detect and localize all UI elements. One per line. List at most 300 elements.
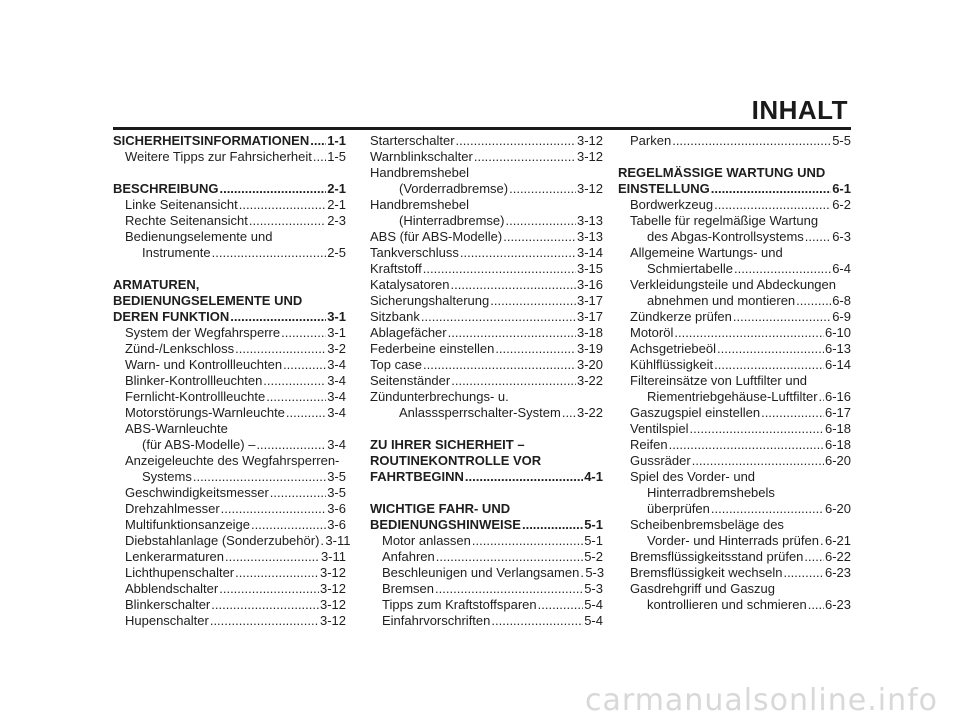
toc-entry[interactable]	[370, 341, 603, 357]
toc-leader-dots	[503, 229, 576, 245]
toc-leader-dots	[249, 213, 326, 229]
toc-entry-title: überprüfen	[647, 501, 710, 516]
page-title: INHALT	[751, 95, 848, 125]
toc-page-number: 3-11	[320, 549, 346, 564]
toc-entry-title: Multifunktionsanzeige	[125, 517, 251, 532]
toc-page-number: 6-13	[824, 341, 851, 356]
toc-page-number: 3-22	[576, 405, 603, 420]
toc-entry[interactable]	[370, 405, 603, 421]
toc-page-number: 3-11	[325, 533, 351, 548]
toc-entry-title: Sitzbank	[370, 309, 420, 324]
toc-entry-title: ABS-Warnleuchte	[125, 421, 228, 436]
toc-page-number: 5-4	[584, 613, 603, 628]
toc-page-number: 5-1	[584, 517, 603, 532]
toc-leader-dots	[219, 581, 319, 597]
toc-entry-title: Motoröl	[630, 325, 674, 340]
toc-page-number: 3-4	[327, 373, 346, 388]
toc-column-3	[618, 133, 851, 613]
toc-page-number: 3-17	[576, 293, 603, 308]
toc-page-number: 3-12	[319, 613, 346, 628]
toc-page-number: 3-4	[327, 357, 346, 372]
toc-column-2	[370, 133, 603, 629]
toc-entry[interactable]	[113, 405, 346, 421]
toc-section-heading[interactable]	[113, 181, 346, 197]
toc-entry-title: Sicherungshalterung	[370, 293, 490, 308]
toc-entry[interactable]	[618, 565, 851, 581]
toc-entry-title: Warnblinkschalter	[370, 149, 473, 164]
toc-entry[interactable]	[370, 213, 603, 229]
toc-entry-title: Zündkerze prüfen	[630, 309, 732, 324]
toc-entry-title: Drehzahlmesser	[125, 501, 220, 516]
toc-entry-title: Katalysatoren	[370, 277, 450, 292]
toc-page-number: 2-3	[327, 213, 346, 228]
toc-entry[interactable]	[370, 325, 603, 341]
toc-page-number: 6-21	[824, 533, 852, 548]
toc-entry-title: Anfahren	[382, 549, 435, 564]
toc-entry-title: Rechte Seitenansicht	[125, 213, 248, 228]
toc-page-number: 6-17	[824, 405, 851, 420]
toc-entry-title: Blinkerschalter	[125, 597, 211, 612]
toc-leader-dots	[283, 357, 326, 373]
toc-leader-dots	[783, 565, 824, 581]
toc-page-number: 2-5	[327, 245, 346, 260]
toc-page-number: 3-16	[576, 277, 603, 292]
toc-leader-dots	[761, 405, 824, 421]
toc-leader-dots	[562, 405, 576, 421]
toc-page-number: 6-20	[824, 453, 851, 468]
toc-page-number: 3-5	[327, 469, 346, 484]
toc-page-number: 5-4	[584, 597, 603, 612]
toc-leader-dots	[423, 357, 576, 373]
toc-entry-title: Fernlicht-Kontrollleuchte	[125, 389, 266, 404]
toc-entry-title: Handbremshebel	[370, 197, 470, 212]
toc-entry[interactable]	[370, 277, 603, 293]
toc-entry[interactable]	[370, 293, 603, 309]
watermark: carmanualsonline.info	[585, 683, 938, 718]
toc-spacer	[113, 261, 346, 277]
toc-entry-title: ARMATUREN,	[113, 277, 200, 292]
toc-entry[interactable]	[113, 469, 346, 485]
toc-entry[interactable]	[618, 549, 851, 565]
toc-entry[interactable]	[113, 581, 346, 597]
toc-leader-dots	[266, 389, 326, 405]
title-rule	[113, 127, 851, 130]
toc-entry-title: Tipps zum Kraftstoffsparen	[382, 597, 537, 612]
toc-entry-title: Riementriebgehäuse-Luftfilter	[647, 389, 818, 404]
toc-entry[interactable]	[113, 565, 346, 581]
toc-entry-title: Instrumente	[142, 245, 211, 260]
toc-entry-title: Warn- und Kontrollleuchten	[125, 357, 283, 372]
toc-page-number: 3-20	[576, 357, 603, 372]
toc-entry[interactable]	[113, 485, 346, 501]
toc-entry	[618, 213, 851, 229]
toc-entry	[618, 373, 851, 389]
toc-entry[interactable]	[618, 357, 851, 373]
toc-entry-title: Zündunterbrechungs- u.	[370, 389, 509, 404]
toc-entry[interactable]	[370, 229, 603, 245]
toc-entry-title: Federbeine einstellen	[370, 341, 495, 356]
toc-page-number: 3-4	[327, 389, 346, 404]
toc-spacer	[370, 485, 603, 501]
toc-entry-title: Top case	[370, 357, 423, 372]
toc-entry[interactable]	[370, 613, 603, 629]
toc-entry[interactable]	[113, 373, 346, 389]
toc-leader-dots	[711, 181, 831, 197]
toc-entry[interactable]	[113, 613, 346, 629]
toc-leader-dots	[796, 293, 831, 309]
toc-leader-dots	[239, 197, 326, 213]
toc-leader-dots	[456, 133, 576, 149]
toc-entry-title: System der Wegfahrsperre	[125, 325, 281, 340]
toc-page-number: 3-18	[576, 325, 603, 340]
toc-leader-dots	[734, 261, 831, 277]
toc-entry[interactable]	[113, 389, 346, 405]
toc-entry-title: Seitenständer	[370, 373, 451, 388]
toc-page-number: 6-4	[832, 261, 851, 276]
toc-leader-dots	[270, 485, 326, 501]
toc-entry-title: Motor anlassen	[382, 533, 471, 548]
toc-entry-title: Hupenschalter	[125, 613, 209, 628]
toc-leader-dots	[423, 261, 576, 277]
toc-entry-title: Gasdrehgriff und Gaszug	[630, 581, 776, 596]
toc-page-number: 6-10	[824, 325, 851, 340]
toc-entry[interactable]	[618, 341, 851, 357]
toc-entry-title: Beschleunigen und Verlangsamen	[382, 565, 580, 580]
toc-entry[interactable]	[618, 597, 851, 613]
toc-entry	[370, 389, 603, 405]
toc-entry-title: (für ABS-Modelle) –	[142, 437, 256, 452]
toc-page-number: 6-14	[824, 357, 851, 372]
toc-entry[interactable]	[618, 309, 851, 325]
toc-entry	[618, 245, 851, 261]
toc-entry-title: Ventilspiel	[630, 421, 689, 436]
toc-entry-title: Gussräder	[630, 453, 691, 468]
toc-entry-title: Verkleidungsteile und Abdeckungen	[630, 277, 836, 292]
toc-entry-title: abnehmen und montieren	[647, 293, 796, 308]
toc-leader-dots	[193, 469, 326, 485]
toc-leader-dots	[805, 229, 831, 245]
toc-entry[interactable]	[618, 261, 851, 277]
toc-page-number: 3-4	[327, 405, 346, 420]
toc-page-number: 3-12	[576, 149, 603, 164]
toc-leader-dots	[221, 501, 327, 517]
toc-leader-dots	[465, 469, 583, 485]
toc-entry[interactable]	[618, 533, 851, 549]
toc-page-number: 3-15	[576, 261, 603, 276]
toc-entry-title: (Hinterradbremse)	[399, 213, 505, 228]
toc-entry[interactable]	[113, 213, 346, 229]
toc-entry-title: Vorder- und Hinterrads prüfen	[647, 533, 819, 548]
toc-entry[interactable]	[618, 501, 851, 517]
toc-entry[interactable]	[113, 549, 346, 565]
toc-page-number: 3-6	[327, 517, 346, 532]
toc-entry[interactable]	[370, 357, 603, 373]
toc-entry-title: Anzeigeleuchte des Wegfahrsperren-	[125, 453, 340, 468]
toc-leader-dots	[672, 133, 831, 149]
toc-leader-dots	[310, 133, 326, 149]
toc-entry	[618, 485, 851, 501]
toc-page-number: 5-2	[584, 549, 603, 564]
toc-entry[interactable]	[370, 309, 603, 325]
toc-leader-dots	[819, 389, 824, 405]
toc-entry[interactable]	[618, 293, 851, 309]
toc-entry[interactable]	[618, 133, 851, 149]
toc-entry-title: Anlasssperrschalter-System	[399, 405, 561, 420]
toc-entry-title: Tankverschluss	[370, 245, 459, 260]
toc-page-number: 3-5	[327, 485, 346, 500]
toc-page-number: 5-5	[832, 133, 851, 148]
toc-leader-dots	[235, 341, 326, 357]
toc-page-number: 3-2	[327, 341, 346, 356]
toc-entry-title: Diebstahlanlage (Sonderzubehör)	[125, 533, 320, 548]
toc-page-number: 6-3	[832, 229, 851, 244]
toc-leader-dots	[472, 533, 583, 549]
toc-entry-title: Blinker-Kontrollleuchten	[125, 373, 263, 388]
toc-leader-dots	[263, 373, 326, 389]
toc-page-number: 3-13	[576, 229, 603, 244]
toc-entry[interactable]	[618, 437, 851, 453]
toc-page-number: 3-19	[576, 341, 603, 356]
toc-leader-dots	[674, 325, 824, 341]
toc-entry[interactable]	[618, 405, 851, 421]
toc-leader-dots	[692, 453, 824, 469]
toc-page-number: 6-20	[824, 501, 851, 516]
toc-entry[interactable]	[113, 197, 346, 213]
toc-page-number: 4-1	[584, 469, 603, 484]
toc-entry-title: Weitere Tipps zur Fahrsicherheit	[125, 149, 312, 164]
toc-entry-title: Filtereinsätze von Luftfilter und	[630, 373, 808, 388]
toc-leader-dots	[230, 309, 326, 325]
toc-page-number: 3-17	[576, 309, 603, 324]
toc-section-heading[interactable]	[113, 309, 346, 325]
toc-entry-title: REGELMÄSSIGE WARTUNG UND	[618, 165, 826, 180]
toc-entry[interactable]	[370, 245, 603, 261]
toc-entry-title: Geschwindigkeitsmesser	[125, 485, 269, 500]
toc-spacer	[370, 421, 603, 437]
toc-section-heading	[370, 437, 603, 453]
toc-entry-title: BEDIENUNGSELEMENTE UND	[113, 293, 303, 308]
toc-section-heading[interactable]	[370, 469, 603, 485]
toc-page-number: 6-23	[824, 565, 851, 580]
toc-leader-dots	[451, 277, 576, 293]
toc-leader-dots	[211, 597, 319, 613]
toc-entry[interactable]	[113, 357, 346, 373]
toc-entry-title: des Abgas-Kontrollsystems	[647, 229, 804, 244]
toc-entry[interactable]	[618, 389, 851, 405]
toc-entry	[618, 277, 851, 293]
toc-page-number: 6-2	[832, 197, 851, 212]
toc-section-heading	[113, 293, 346, 309]
toc-entry-title: Kühlflüssigkeit	[630, 357, 714, 372]
toc-page-number: 3-12	[319, 581, 346, 596]
toc-leader-dots	[509, 181, 576, 197]
toc-page-number: 6-9	[832, 309, 851, 324]
toc-entry-title: Achsgetriebeöl	[630, 341, 716, 356]
toc-section-heading[interactable]	[370, 517, 603, 533]
toc-leader-dots	[235, 565, 319, 581]
toc-entry-title: Bremsen	[382, 581, 435, 596]
toc-entry[interactable]	[618, 421, 851, 437]
toc-entry-title: Parken	[630, 133, 672, 148]
toc-page-number: 5-3	[585, 565, 605, 580]
toc-entry-title: BESCHREIBUNG	[113, 181, 219, 196]
toc-leader-dots	[320, 533, 324, 549]
toc-leader-dots	[251, 517, 326, 533]
toc-entry-title: WICHTIGE FAHR- UND	[370, 501, 511, 516]
toc-entry-title: EINSTELLUNG	[618, 181, 710, 196]
toc-page-number: 3-13	[576, 213, 603, 228]
toc-entry-title: Schmiertabelle	[647, 261, 733, 276]
toc-entry[interactable]	[618, 197, 851, 213]
toc-entry	[618, 581, 851, 597]
toc-page-number: 3-12	[319, 565, 346, 580]
toc-entry-title: Allgemeine Wartungs- und	[630, 245, 783, 260]
toc-entry-title: Linke Seitenansicht	[125, 197, 238, 212]
toc-entry	[370, 197, 603, 213]
toc-entry[interactable]	[113, 597, 346, 613]
toc-leader-dots	[256, 437, 326, 453]
toc-leader-dots	[460, 245, 576, 261]
toc-section-heading	[370, 501, 603, 517]
toc-section-heading[interactable]	[113, 133, 346, 149]
toc-leader-dots	[505, 213, 575, 229]
toc-entry-title: Lenkerarmaturen	[125, 549, 224, 564]
toc-page-number: 3-12	[319, 597, 346, 612]
toc-entry-title: Lichthupenschalter	[125, 565, 235, 580]
toc-leader-dots	[490, 293, 576, 309]
toc-entry[interactable]	[113, 533, 351, 549]
toc-page-number: 2-1	[327, 197, 346, 212]
toc-entry-title: Hinterradbremshebels	[647, 485, 775, 500]
toc-entry[interactable]	[113, 517, 346, 533]
toc-leader-dots	[286, 405, 326, 421]
toc-entry[interactable]	[370, 597, 603, 613]
toc-entry-title: Gaszugspiel einstellen	[630, 405, 761, 420]
toc-page-number: 6-8	[832, 293, 851, 308]
toc-leader-dots	[210, 613, 319, 629]
toc-leader-dots	[421, 309, 576, 325]
toc-entry	[113, 229, 346, 245]
toc-entry-title: Spiel des Vorder- und	[630, 469, 756, 484]
toc-leader-dots	[717, 341, 824, 357]
toc-spacer	[618, 149, 851, 165]
toc-leader-dots	[495, 341, 576, 357]
toc-entry[interactable]	[113, 245, 346, 261]
toc-entry[interactable]	[618, 229, 851, 245]
toc-entry[interactable]	[618, 453, 851, 469]
toc-entry[interactable]	[370, 549, 603, 565]
toc-page-number: 3-12	[576, 133, 603, 148]
toc-entry[interactable]	[370, 149, 603, 165]
toc-entry-title: Systems	[142, 469, 192, 484]
toc-entry-title: (Vorderradbremse)	[399, 181, 509, 196]
toc-section-heading[interactable]	[618, 181, 851, 197]
toc-entry-title: Abblendschalter	[125, 581, 219, 596]
toc-entry-title: kontrollieren und schmieren	[647, 597, 807, 612]
toc-entry[interactable]	[370, 565, 603, 581]
toc-entry-title: Bremsflüssigkeitsstand prüfen	[630, 549, 804, 564]
toc-page-number: 1-5	[327, 149, 346, 164]
toc-page-number: 6-22	[824, 549, 851, 564]
toc-leader-dots	[733, 309, 831, 325]
toc-leader-dots	[436, 549, 583, 565]
toc-entry-title: BEDIENUNGSHINWEISE	[370, 517, 521, 532]
toc-entry[interactable]	[370, 373, 603, 389]
toc-leader-dots	[580, 565, 584, 581]
toc-entry-title: Kraftstoff	[370, 261, 422, 276]
toc-page-number: 6-16	[824, 389, 851, 404]
toc-entry[interactable]	[113, 501, 346, 517]
toc-page-number: 6-1	[832, 181, 851, 196]
toc-entry[interactable]	[113, 437, 346, 453]
toc-entry[interactable]	[370, 533, 603, 549]
toc-page-number: 3-1	[327, 325, 346, 340]
toc-entry-title: Einfahrvorschriften	[382, 613, 491, 628]
toc-entry[interactable]	[618, 325, 851, 341]
toc-entry-title: ROUTINEKONTROLLE VOR	[370, 453, 542, 468]
toc-leader-dots	[313, 149, 326, 165]
toc-leader-dots	[711, 501, 824, 517]
toc-leader-dots	[820, 533, 824, 549]
toc-entry-title: Reifen	[630, 437, 668, 452]
toc-page-number: 5-3	[584, 581, 603, 596]
toc-entry[interactable]	[370, 581, 603, 597]
toc-page-number: 6-18	[824, 437, 851, 452]
toc-page-number: 2-1	[327, 181, 346, 196]
toc-entry[interactable]	[370, 133, 603, 149]
toc-leader-dots	[451, 373, 576, 389]
toc-column-1	[113, 133, 351, 629]
toc-entry-title: Bordwerkzeug	[630, 197, 714, 212]
toc-page-number: 1-1	[327, 133, 346, 148]
toc-entry-title: Tabelle für regelmäßige Wartung	[630, 213, 819, 228]
toc-page-number: 3-1	[327, 309, 346, 324]
toc-entry-title: FAHRTBEGINN	[370, 469, 464, 484]
toc-entry-title: Scheibenbremsbeläge des	[630, 517, 784, 532]
toc-entry-title: Handbremshebel	[370, 165, 470, 180]
toc-leader-dots	[212, 245, 327, 261]
toc-page-number: 3-12	[576, 181, 603, 196]
toc-entry	[618, 517, 851, 533]
toc-page-number: 3-6	[327, 501, 346, 516]
toc-entry-title: ZU IHRER SICHERHEIT –	[370, 437, 525, 452]
toc-page-number: 3-22	[576, 373, 603, 388]
toc-leader-dots	[804, 549, 824, 565]
toc-entry[interactable]	[370, 261, 603, 277]
toc-entry[interactable]	[370, 181, 603, 197]
toc-entry[interactable]	[113, 325, 346, 341]
toc-leader-dots	[714, 197, 831, 213]
toc-page-number: 6-18	[824, 421, 851, 436]
toc-entry-title: Bremsflüssigkeit wechseln	[630, 565, 783, 580]
toc-leader-dots	[448, 325, 576, 341]
toc-entry	[618, 469, 851, 485]
toc-entry[interactable]	[113, 341, 346, 357]
toc-leader-dots	[690, 421, 824, 437]
toc-entry-title: DEREN FUNKTION	[113, 309, 230, 324]
toc-entry	[370, 165, 603, 181]
toc-entry-title: Motorstörungs-Warnleuchte	[125, 405, 285, 420]
toc-entry-title: Starterschalter	[370, 133, 455, 148]
toc-leader-dots	[219, 181, 326, 197]
toc-entry	[113, 421, 346, 437]
toc-section-heading	[370, 453, 603, 469]
toc-leader-dots	[669, 437, 824, 453]
toc-entry[interactable]	[113, 149, 346, 165]
toc-leader-dots	[435, 581, 583, 597]
toc-leader-dots	[538, 597, 584, 613]
toc-page-number: 3-4	[327, 437, 346, 452]
